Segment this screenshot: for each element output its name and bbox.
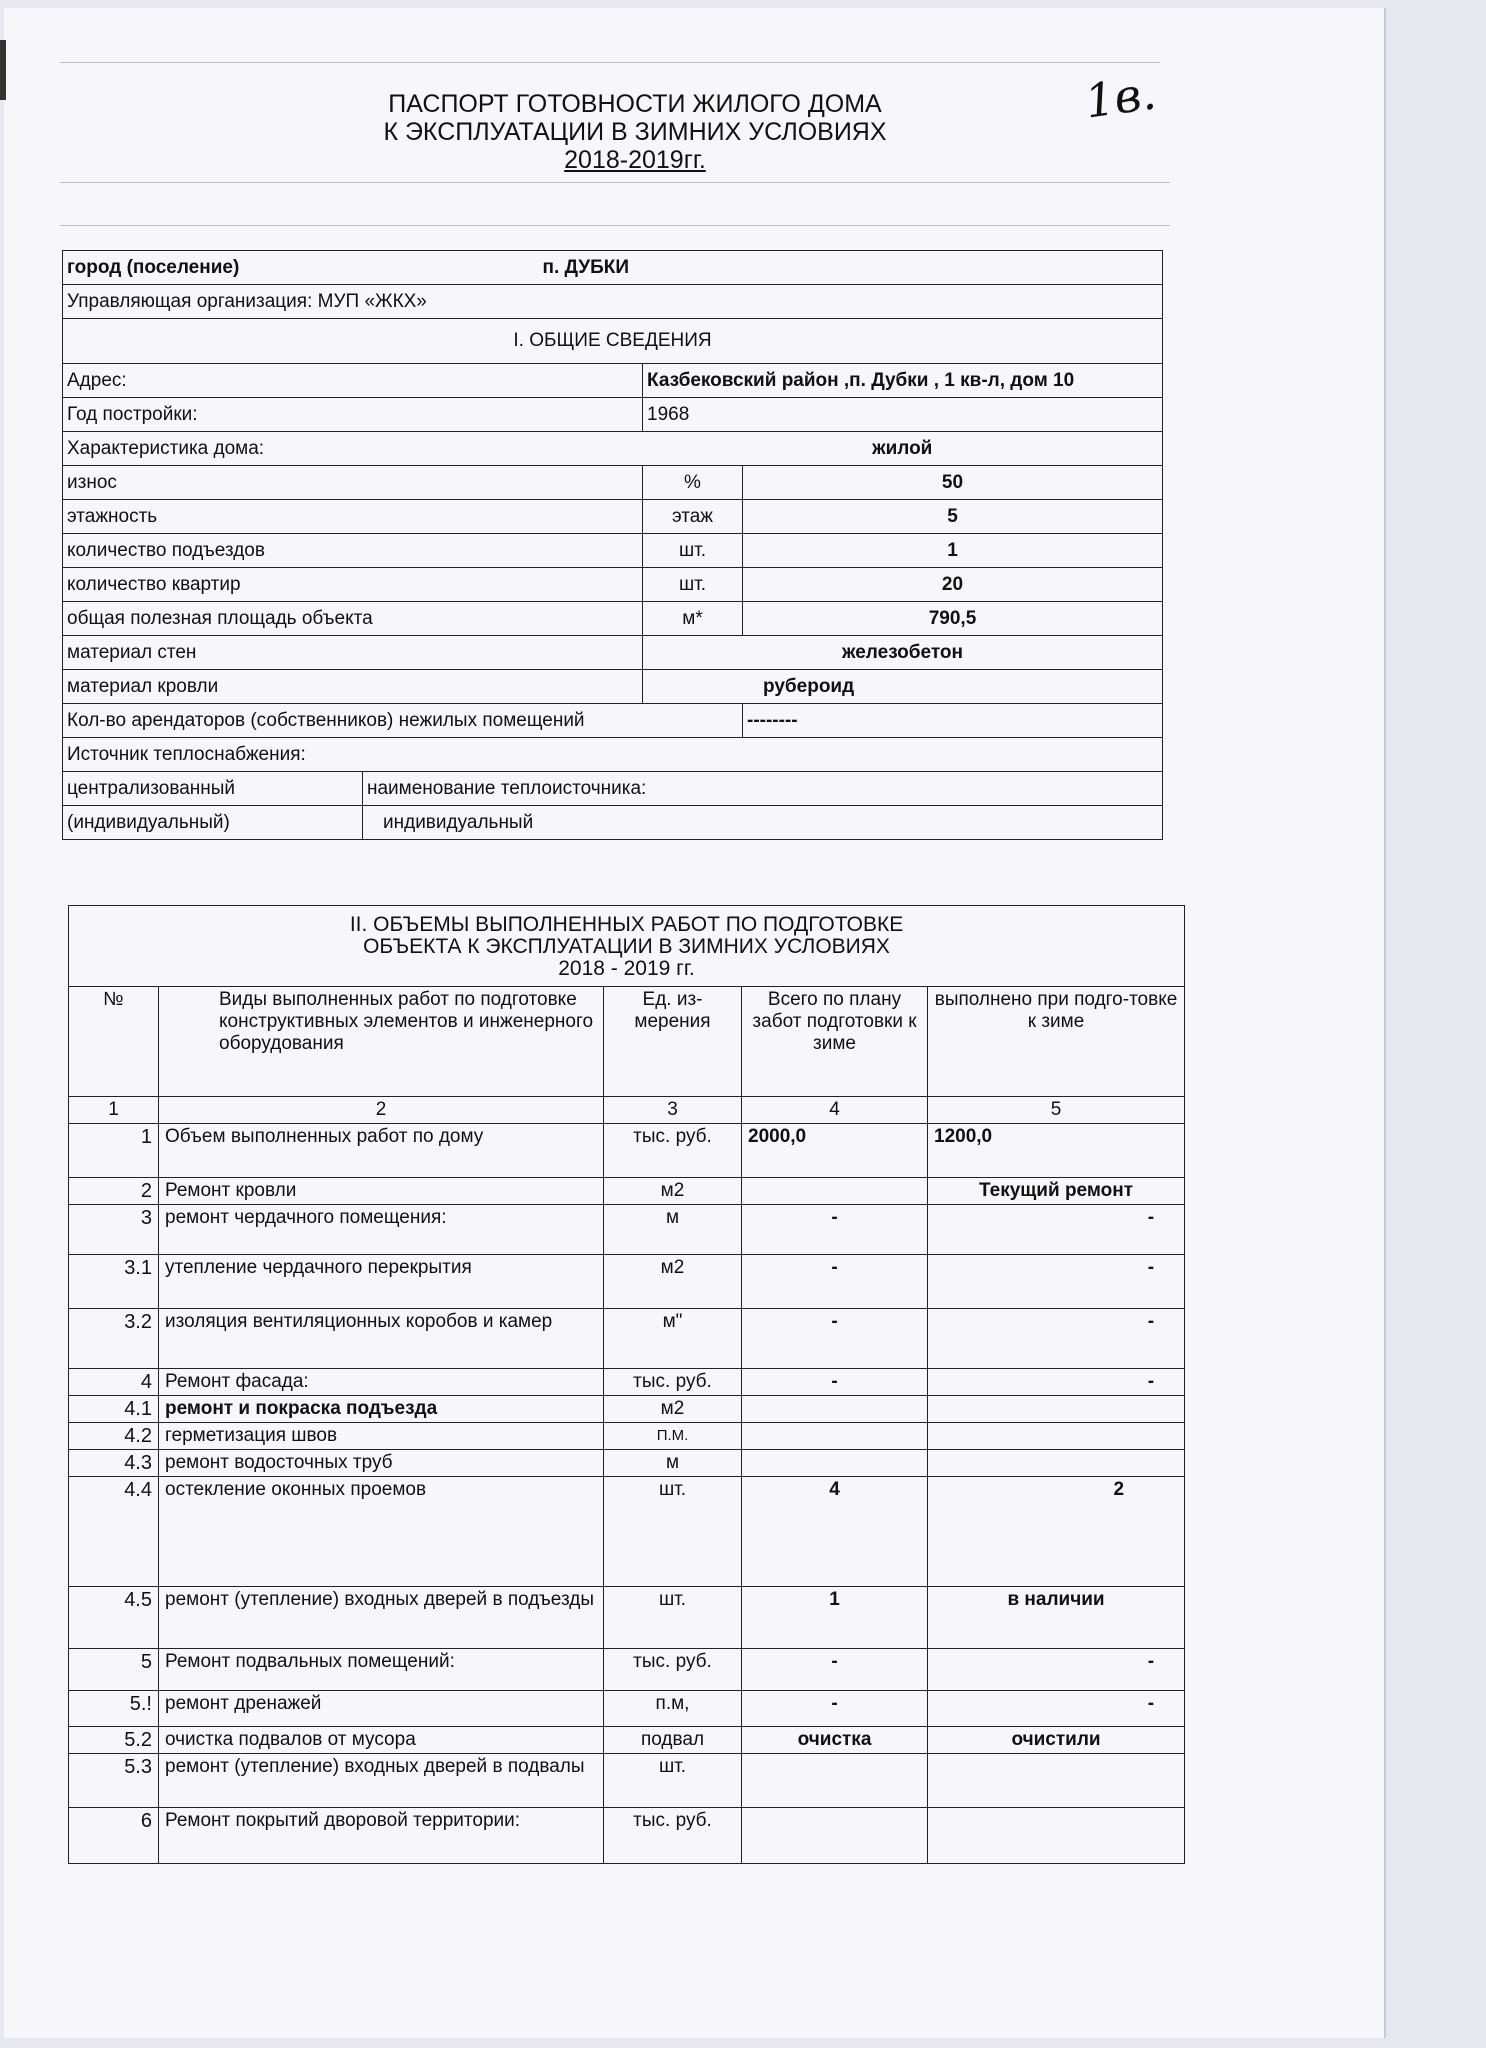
param-unit: % bbox=[643, 466, 743, 500]
col-header-work-type: Виды выполненных работ по подготовке конструктивных элементов и инженерного оборудования bbox=[159, 987, 604, 1097]
work-done: - bbox=[928, 1255, 1185, 1309]
section2-title-line3: 2018 - 2019 гг. bbox=[558, 957, 695, 980]
work-name: ремонт (утепление) входных дверей в подъезды bbox=[159, 1587, 604, 1649]
work-done: - bbox=[928, 1205, 1185, 1255]
work-name: Ремонт подвальных помещений: bbox=[159, 1649, 604, 1691]
characteristic-row bbox=[63, 432, 1163, 466]
work-row bbox=[69, 1477, 1185, 1587]
work-name: ремонт чердачного помещения: bbox=[159, 1205, 604, 1255]
work-plan: очистка bbox=[742, 1727, 928, 1754]
tenants-value: -------- bbox=[743, 704, 1163, 738]
work-row bbox=[69, 1450, 1185, 1477]
work-done: - bbox=[928, 1649, 1185, 1691]
org-row bbox=[63, 285, 1163, 319]
work-row bbox=[69, 1124, 1185, 1178]
param-unit: шт. bbox=[643, 534, 743, 568]
heat-central-row bbox=[63, 772, 1163, 806]
section2-title-row bbox=[69, 906, 1185, 987]
param-label: количество квартир bbox=[63, 568, 643, 602]
heat-source-row bbox=[63, 738, 1163, 772]
work-row bbox=[69, 1396, 1185, 1423]
work-unit: П.М. bbox=[604, 1423, 742, 1450]
work-number: 5.3 bbox=[69, 1754, 159, 1808]
heat-central-label: централизованный bbox=[63, 772, 363, 806]
characteristic-value: жилой bbox=[643, 432, 1163, 466]
work-number: 5 bbox=[69, 1649, 159, 1691]
work-unit: шт. bbox=[604, 1477, 742, 1587]
work-number: 6 bbox=[69, 1808, 159, 1864]
param-label: общая полезная площадь объекта bbox=[63, 602, 643, 636]
param-value: 790,5 bbox=[743, 602, 1163, 636]
work-row bbox=[69, 1587, 1185, 1649]
work-row bbox=[69, 1178, 1185, 1205]
col-header-number: № bbox=[69, 987, 159, 1097]
work-name: очистка подвалов от мусора bbox=[159, 1727, 604, 1754]
work-row bbox=[69, 1205, 1185, 1255]
city-row bbox=[63, 251, 1163, 285]
general-info-table bbox=[62, 250, 1163, 840]
work-plan bbox=[742, 1423, 928, 1450]
param-value: 20 bbox=[743, 568, 1163, 602]
section1-title: I. ОБЩИЕ СВЕДЕНИЯ bbox=[63, 319, 1163, 364]
work-name: ремонт (утепление) входных дверей в подвалы bbox=[159, 1754, 604, 1808]
city-value: п. ДУБКИ bbox=[542, 256, 630, 278]
work-done: Текущий ремонт bbox=[928, 1178, 1185, 1205]
work-plan: - bbox=[742, 1255, 928, 1309]
heat-source-label: Источник теплоснабжения: bbox=[63, 738, 1163, 772]
work-row bbox=[69, 1369, 1185, 1396]
roof-label: материал кровли bbox=[63, 670, 643, 704]
param-row bbox=[63, 568, 1163, 602]
param-row bbox=[63, 602, 1163, 636]
work-plan bbox=[742, 1450, 928, 1477]
work-unit: м2 bbox=[604, 1255, 742, 1309]
work-name: Объем выполненных работ по дому bbox=[159, 1124, 604, 1178]
work-done: - bbox=[928, 1309, 1185, 1369]
bleed-line bbox=[60, 62, 1160, 63]
works-header-row bbox=[69, 987, 1185, 1097]
col-number: 3 bbox=[604, 1097, 742, 1124]
work-row bbox=[69, 1808, 1185, 1864]
work-plan bbox=[742, 1808, 928, 1864]
roof-value: рубероид bbox=[643, 670, 1163, 704]
work-row bbox=[69, 1727, 1185, 1754]
work-row bbox=[69, 1423, 1185, 1450]
heat-individual-value: индивидуальный bbox=[363, 806, 1163, 840]
work-plan: - bbox=[742, 1309, 928, 1369]
col-number: 1 bbox=[69, 1097, 159, 1124]
work-unit: шт. bbox=[604, 1754, 742, 1808]
work-unit: м" bbox=[604, 1309, 742, 1369]
work-row bbox=[69, 1649, 1185, 1691]
work-done: - bbox=[928, 1691, 1185, 1727]
walls-row bbox=[63, 636, 1163, 670]
col-header-done: выполнено при подго-товке к зиме bbox=[928, 987, 1185, 1097]
param-row bbox=[63, 466, 1163, 500]
col-header-unit: Ед. из-мерения bbox=[604, 987, 742, 1097]
work-number: 3.1 bbox=[69, 1255, 159, 1309]
work-done: очистили bbox=[928, 1727, 1185, 1754]
tenants-row bbox=[63, 704, 1163, 738]
work-row bbox=[69, 1691, 1185, 1727]
param-unit: шт. bbox=[643, 568, 743, 602]
bleed-line bbox=[60, 225, 1170, 226]
work-number: 4.1 bbox=[69, 1396, 159, 1423]
work-name: утепление чердачного перекрытия bbox=[159, 1255, 604, 1309]
heat-individual-row bbox=[63, 806, 1163, 840]
work-number: 4.4 bbox=[69, 1477, 159, 1587]
tenants-label: Кол-во арендаторов (собственников) нежилых помещений bbox=[63, 704, 743, 738]
work-unit: подвал bbox=[604, 1727, 742, 1754]
work-plan: 4 bbox=[742, 1477, 928, 1587]
param-label: количество подъездов bbox=[63, 534, 643, 568]
work-number: 4 bbox=[69, 1369, 159, 1396]
param-row bbox=[63, 534, 1163, 568]
work-number: 4.5 bbox=[69, 1587, 159, 1649]
col-number: 2 bbox=[159, 1097, 604, 1124]
section2-title-line1: II. ОБЪЕМЫ ВЫПОЛНЕННЫХ РАБОТ ПО ПОДГОТОВКЕ bbox=[349, 913, 904, 936]
address-row bbox=[63, 364, 1163, 398]
col-number-row bbox=[69, 1097, 1185, 1124]
col-number: 4 bbox=[742, 1097, 928, 1124]
param-label: этажность bbox=[63, 500, 643, 534]
roof-row bbox=[63, 670, 1163, 704]
work-unit: м2 bbox=[604, 1396, 742, 1423]
year-built-value: 1968 bbox=[643, 398, 1163, 432]
param-value: 5 bbox=[743, 500, 1163, 534]
work-done bbox=[928, 1754, 1185, 1808]
year-built-label: Год постройки: bbox=[63, 398, 643, 432]
work-number: 4.3 bbox=[69, 1450, 159, 1477]
document-header bbox=[290, 90, 980, 174]
work-name: Ремонт покрытий дворовой территории: bbox=[159, 1808, 604, 1864]
work-row bbox=[69, 1309, 1185, 1369]
work-number: 3 bbox=[69, 1205, 159, 1255]
work-plan: - bbox=[742, 1691, 928, 1727]
work-done bbox=[928, 1396, 1185, 1423]
work-name: Ремонт кровли bbox=[159, 1178, 604, 1205]
param-label: износ bbox=[63, 466, 643, 500]
work-name: герметизация швов bbox=[159, 1423, 604, 1450]
characteristic-label: Характеристика дома: bbox=[63, 432, 643, 466]
work-number: 4.2 bbox=[69, 1423, 159, 1450]
walls-label: материал стен bbox=[63, 636, 643, 670]
work-plan: 2000,0 bbox=[742, 1124, 928, 1178]
org-cell: Управляющая организация: МУП «ЖКХ» bbox=[63, 285, 1163, 319]
work-unit: м bbox=[604, 1450, 742, 1477]
work-unit: тыс. руб. bbox=[604, 1369, 742, 1396]
work-done: 2 bbox=[928, 1477, 1185, 1587]
work-name: изоляция вентиляционных коробов и камер bbox=[159, 1309, 604, 1369]
work-name: ремонт и покраска подъезда bbox=[159, 1396, 604, 1423]
address-label: Адрес: bbox=[63, 364, 643, 398]
work-done: 1200,0 bbox=[928, 1124, 1185, 1178]
heat-individual-label: (индивидуальный) bbox=[63, 806, 363, 840]
work-unit: тыс. руб. bbox=[604, 1808, 742, 1864]
work-number: 2 bbox=[69, 1178, 159, 1205]
col-header-plan: Всего по плану забот подготовки к зиме bbox=[742, 987, 928, 1097]
col-number: 5 bbox=[928, 1097, 1185, 1124]
year-built-row bbox=[63, 398, 1163, 432]
work-unit: п.м, bbox=[604, 1691, 742, 1727]
work-unit: м bbox=[604, 1205, 742, 1255]
work-done: в наличии bbox=[928, 1587, 1185, 1649]
handwritten-mark: 1в. bbox=[1081, 65, 1160, 129]
work-plan bbox=[742, 1396, 928, 1423]
work-number: 3.2 bbox=[69, 1309, 159, 1369]
work-number: 5.! bbox=[69, 1691, 159, 1727]
work-done bbox=[928, 1808, 1185, 1864]
work-plan bbox=[742, 1754, 928, 1808]
walls-value: железобетон bbox=[643, 636, 1163, 670]
address-value: Казбековский район ,п. Дубки , 1 кв-л, дом 10 bbox=[643, 364, 1163, 398]
work-plan: - bbox=[742, 1205, 928, 1255]
work-name: Ремонт фасада: bbox=[159, 1369, 604, 1396]
work-number: 1 bbox=[69, 1124, 159, 1178]
param-unit: этаж bbox=[643, 500, 743, 534]
bleed-line bbox=[60, 182, 1170, 183]
work-plan bbox=[742, 1178, 928, 1205]
work-name: остекление оконных проемов bbox=[159, 1477, 604, 1587]
param-row bbox=[63, 500, 1163, 534]
header-year: 2018-2019гг. bbox=[564, 146, 706, 174]
work-row bbox=[69, 1255, 1185, 1309]
work-unit: шт. bbox=[604, 1587, 742, 1649]
section2-title-line2: ОБЪЕКТА К ЭКСПЛУАТАЦИИ В ЗИМНИХ УСЛОВИЯХ bbox=[363, 935, 890, 958]
work-unit: тыс. руб. bbox=[604, 1124, 742, 1178]
work-unit: м2 bbox=[604, 1178, 742, 1205]
param-value: 50 bbox=[743, 466, 1163, 500]
work-done bbox=[928, 1423, 1185, 1450]
work-plan: 1 bbox=[742, 1587, 928, 1649]
param-unit: м* bbox=[643, 602, 743, 636]
work-done: - bbox=[928, 1369, 1185, 1396]
section1-title-row bbox=[63, 319, 1163, 364]
work-number: 5.2 bbox=[69, 1727, 159, 1754]
work-row bbox=[69, 1754, 1185, 1808]
heat-name-label: наименование теплоисточника: bbox=[363, 772, 1163, 806]
param-value: 1 bbox=[743, 534, 1163, 568]
work-unit: тыс. руб. bbox=[604, 1649, 742, 1691]
scan-edge-mark bbox=[0, 40, 6, 100]
header-title-line1: ПАСПОРТ ГОТОВНОСТИ ЖИЛОГО ДОМА bbox=[388, 90, 882, 118]
work-name: ремонт водосточных труб bbox=[159, 1450, 604, 1477]
work-plan: - bbox=[742, 1369, 928, 1396]
city-label: город (поселение) bbox=[67, 256, 240, 278]
work-done bbox=[928, 1450, 1185, 1477]
work-name: ремонт дренажей bbox=[159, 1691, 604, 1727]
works-table bbox=[68, 905, 1185, 1864]
header-title-line2: К ЭКСПЛУАТАЦИИ В ЗИМНИХ УСЛОВИЯХ bbox=[383, 118, 887, 146]
work-plan: - bbox=[742, 1649, 928, 1691]
